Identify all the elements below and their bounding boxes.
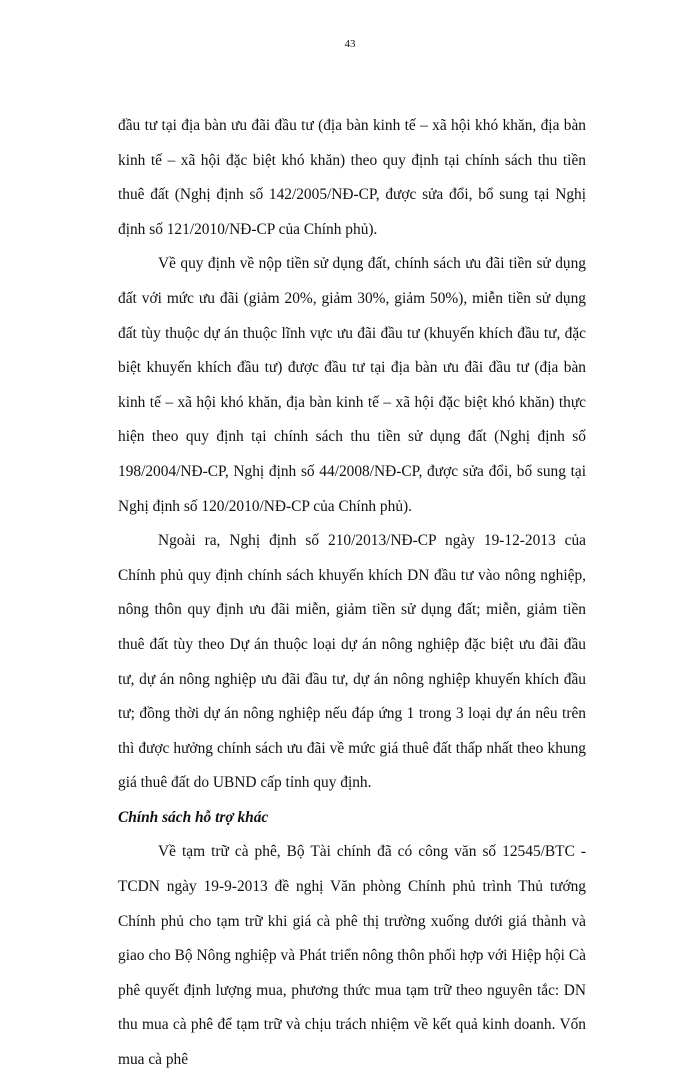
paragraph-decree-210: Ngoài ra, Nghị định số 210/2013/NĐ-CP ngày 19-12-2013 của Chính phủ quy định chính sách khuyến khích DN đầu tư vào nông nghiệp, nông thôn quy định ưu đãi miễn, giảm tiền sử dụng đất; miễn, giảm tiền thuê đất tùy theo Dự án thuộc loại dự án nông nghiệp đặc biệt ưu đãi đầu tư, dự án nông nghiệp ưu đãi đầu tư, dự án nông nghiệp khuyến khích đầu tư; đồng thời dự án nông nghiệp nếu đáp ứng 1 trong 3 loại dự án nêu trên thì được hưởng chính sách ưu đãi về mức giá thuê đất thấp nhất theo khung giá thuê đất do UBND cấp tỉnh quy định. xyxy=(118,532,586,792)
paragraph-continuation: đầu tư tại địa bàn ưu đãi đầu tư (địa bàn kinh tế – xã hội khó khăn, địa bàn kinh tế – xã hội đặc biệt khó khăn) theo quy định tại chính sách thu tiền thuê đất (Nghị định số 142/2005/NĐ-CP, được sửa đổi, bổ sung tại Nghị định số 121/2010/NĐ-CP của Chính phủ). xyxy=(118,117,586,238)
section-heading: Chính sách hỗ trợ khác xyxy=(118,808,269,826)
page-number: 43 xyxy=(344,38,356,50)
paragraph-land-use-fee: Về quy định về nộp tiền sử dụng đất, chính sách ưu đãi tiền sử dụng đất với mức ưu đãi (giảm 20%, giảm 30%, giảm 50%), miễn tiền sử dụng đất tùy thuộc dự án thuộc lĩnh vực ưu đãi đầu tư (khuyến khích đầu tư, đặc biệt khuyến khích đầu tư) được đầu tư tại địa bàn ưu đãi đầu tư (địa bàn kinh tế – xã hội khó khăn, địa bàn kinh tế – xã hội đặc biệt khó khăn) thực hiện theo quy định tại chính sách thu tiền sử dụng đất (Nghị định số 198/2004/NĐ-CP, Nghị định số 44/2008/NĐ-CP, được sửa đổi, bổ sung tại Nghị định số 120/2010/NĐ-CP của Chính phủ). xyxy=(118,255,586,515)
paragraph-coffee-storage: Về tạm trữ cà phê, Bộ Tài chính đã có công văn số 12545/BTC -TCDN ngày 19-9-2013 đề nghị Văn phòng Chính phủ trình Thủ tướng Chính phủ cho tạm trữ khi giá cà phê thị trường xuống dưới giá thành và giao cho Bộ Nông nghiệp và Phát triển nông thôn phối hợp với Hiệp hội Cà phê quyết định lượng mua, phương thức mua tạm trữ theo nguyên tắc: DN thu mua cà phê để tạm trữ và chịu trách nhiệm về kết quả kinh doanh. Vốn mua cà phê xyxy=(118,843,586,1069)
document-body xyxy=(118,109,586,1078)
